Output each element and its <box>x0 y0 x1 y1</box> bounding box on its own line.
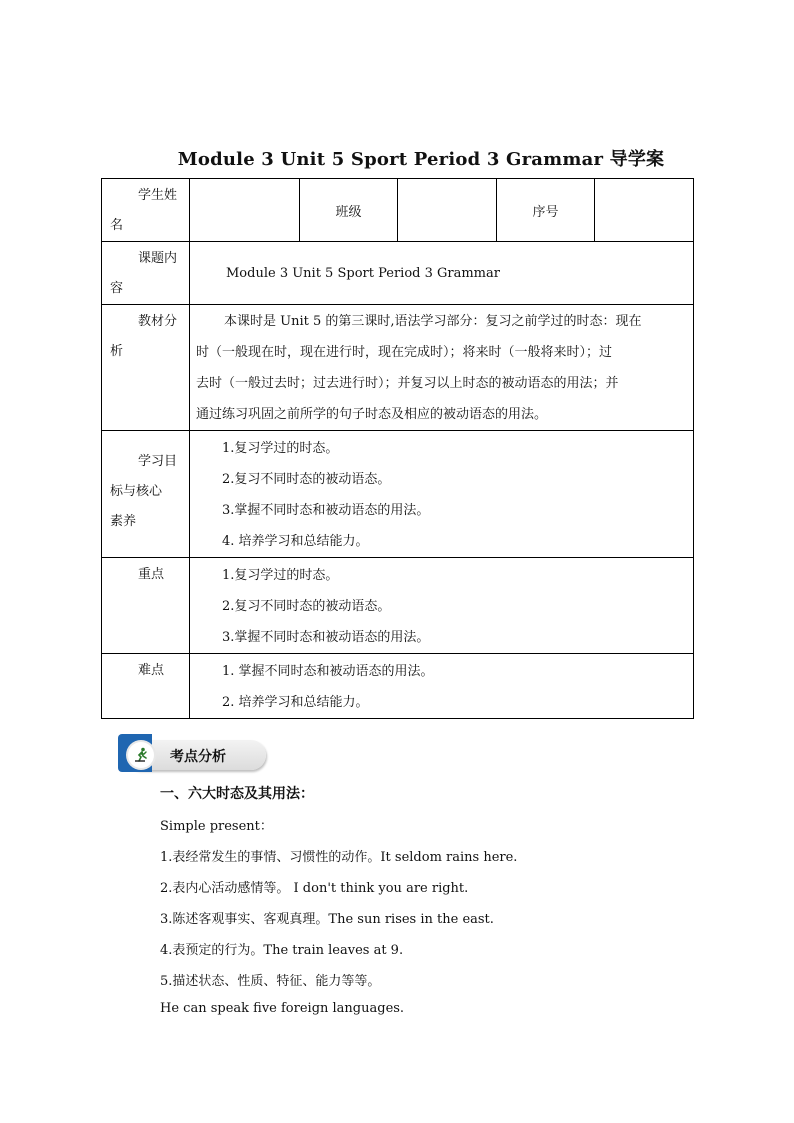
topic-value: Module 3 Unit 5 Sport Period 3 Grammar <box>190 242 694 305</box>
body-line: Simple present： <box>160 819 273 834</box>
analysis-label: 教材分 析 <box>102 305 190 431</box>
page-title: Module 3 Unit 5 Sport Period 3 Grammar 导学案 <box>177 149 665 170</box>
section-heading <box>118 734 268 774</box>
body-line: 3.陈述客观事实、客观真理。The sun rises in the east. <box>160 912 494 927</box>
row-student <box>102 179 694 242</box>
body-line: 5.描述状态、性质、特征、能力等等。 <box>160 974 381 989</box>
class-label: 班级 <box>300 179 398 242</box>
list-item: 1.复习学过的时态。 <box>222 568 339 583</box>
topic-label: 课题内 容 <box>102 242 190 305</box>
analysis-text: 本课时是 Unit 5 的第三课时,语法学习部分：复习之前学过的时态：现在 时（一般现在时，现在进行时，现在完成时）；将来时（一般将来时）；过 去时（一般过去时；过去进行时）；并复习以上时态的被动语态的用法；并 通过练习巩固之前所学的句子时态及相应的被动语态的用法。 <box>190 305 694 431</box>
running-person-icon <box>128 742 154 768</box>
difficulties-label: 难点 <box>102 654 190 719</box>
list-item: 1. 掌握不同时态和被动语态的用法。 <box>222 664 434 679</box>
seat-field[interactable] <box>595 179 694 242</box>
body-line: 1.表经常发生的事情、习惯性的动作。It seldom rains here. <box>160 850 518 865</box>
body-line: He can speak five foreign languages. <box>160 1001 405 1016</box>
list-item: 3.掌握不同时态和被动语态的用法。 <box>222 630 430 645</box>
list-item: 4. 培养学习和总结能力。 <box>222 534 369 549</box>
list-item: 2.复习不同时态的被动语态。 <box>222 472 391 487</box>
row-analysis <box>102 305 694 431</box>
row-difficulties <box>102 654 694 719</box>
info-table <box>101 178 694 719</box>
key-points-list <box>190 558 694 654</box>
row-topic <box>102 242 694 305</box>
seat-label: 序号 <box>497 179 595 242</box>
list-item: 2.复习不同时态的被动语态。 <box>222 599 391 614</box>
student-name-label: 学生姓 名 <box>102 179 190 242</box>
body-line: 2.表内心活动感情等。 I don't think you are right. <box>160 881 469 896</box>
class-field[interactable] <box>398 179 497 242</box>
student-name-field[interactable] <box>190 179 300 242</box>
goals-list <box>190 431 694 558</box>
section-heading-text: 考点分析 <box>170 749 226 765</box>
row-key-points <box>102 558 694 654</box>
row-goals <box>102 431 694 558</box>
goals-label: 学习目 标与核心 素养 <box>102 431 190 558</box>
body-line: 4.表预定的行为。The train leaves at 9. <box>160 943 404 958</box>
list-item: 2. 培养学习和总结能力。 <box>222 695 369 710</box>
difficulties-list <box>190 654 694 719</box>
list-item: 3.掌握不同时态和被动语态的用法。 <box>222 503 430 518</box>
key-points-label: 重点 <box>102 558 190 654</box>
subheading: 一、六大时态及其用法： <box>160 786 314 802</box>
list-item: 1.复习学过的时态。 <box>222 441 339 456</box>
